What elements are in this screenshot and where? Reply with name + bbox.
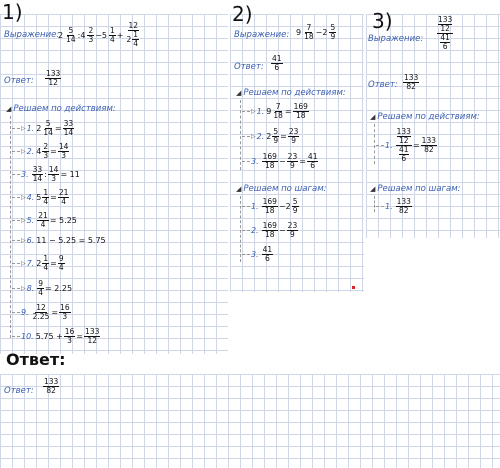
steps-tree-line: [240, 100, 241, 170]
panel-1-number: 1): [2, 0, 23, 24]
collapse-icon[interactable]: ◢: [6, 105, 12, 113]
step-3: 3. 33 14 : $\frac{14}{3}$ = 11: [12, 166, 80, 183]
steps-header[interactable]: ◢ Решаем по действиям:: [6, 104, 116, 114]
step-5: ▷ 5. $\frac{21}{4}$ = 5.25: [12, 212, 77, 229]
final-answer-value: 133 82: [44, 377, 59, 395]
answer-value: 133 82: [404, 73, 419, 91]
collapse-icon[interactable]: ◢: [236, 185, 242, 193]
step-6: ▷ 6. 11 − 5.25 = 5.75: [12, 236, 106, 245]
step-10: 10. 5.75 + $\frac{16}{3}$ = $\frac{133}{12}$: [12, 328, 101, 345]
step2-2: 2. 169 18 − $\frac{23}{9}$: [242, 222, 299, 239]
red-dot: [352, 286, 355, 289]
steps-tree-line: [374, 124, 375, 164]
expression: 2 5 14 :4 2 3 −5 1 4 + 12 2 1 4: [58, 21, 139, 48]
steps-header[interactable]: ◢ Решаем по действиям:: [370, 112, 480, 122]
step-2: ▷ 2. 4 $\frac{2}{3}$ = $\frac{14}{3}$: [12, 143, 70, 160]
step2-1: 1. 133 82: [376, 198, 413, 215]
step-7: ▷ 7. 2 $\frac{1}{4}$ = $\frac{9}{4}$: [12, 255, 66, 272]
step-9: 9. $\frac{12}{2.25}$ = $\frac{16}{3}$: [12, 304, 72, 321]
panel-1: [0, 14, 228, 354]
expression: 133 12 41 6: [438, 15, 453, 51]
steps2-header[interactable]: ◢ Решаем по шагам:: [370, 184, 461, 194]
step-4: ▷ 4. 5 $\frac{1}{4}$ = $\frac{21}{4}$: [12, 189, 70, 206]
steps-tree-line: [10, 116, 11, 338]
step-2: ▷ 2. 2 $\frac{5}{9}$ = $\frac{23}{9}$: [242, 128, 300, 145]
collapse-icon[interactable]: ◢: [370, 185, 376, 193]
step2-3: 3. 41 6: [242, 246, 274, 263]
answer-label: Ответ:: [234, 62, 264, 72]
steps-header[interactable]: ◢ Решаем по действиям:: [236, 88, 346, 98]
final-answer-title: Ответ:: [6, 350, 66, 369]
panel-3-number: 3): [372, 9, 393, 33]
step-1: ▷ 1. 2 $\frac{5}{14}$ = $\frac{33}{14}$: [12, 120, 75, 137]
expression: 9 7 18 −2 5 9: [296, 23, 336, 41]
collapse-icon[interactable]: ◢: [370, 113, 376, 121]
expression-label: Выражение:: [368, 34, 424, 44]
step-8: ▷ 8. $\frac{9}{4}$ = 2.25: [12, 280, 72, 297]
steps2-header[interactable]: ◢ Решаем по шагам:: [236, 184, 327, 194]
expression-label: Выражение:: [4, 30, 60, 40]
answer-label: Ответ:: [4, 76, 34, 86]
answer-label: Ответ:: [368, 80, 398, 90]
step-1: 1. 133 12 41 6 = $\frac{133}{82}$: [376, 128, 438, 163]
panel-2-number: 2): [232, 2, 253, 26]
step2-1: 1. 169 18 −2 5 9: [242, 198, 300, 215]
step-3: 3. 169 18 − $\frac{23}{9}$ = $\frac{41}{6}$: [242, 153, 319, 170]
collapse-icon[interactable]: ◢: [236, 89, 242, 97]
step-1: ▷ 1. 9 $\frac{7}{18}$ = $\frac{169}{18}$: [242, 103, 310, 120]
final-answer-label: Ответ:: [4, 386, 34, 396]
expression-label: Выражение:: [234, 30, 290, 40]
answer-value: 41 6: [272, 54, 282, 72]
steps2-tree-line: [240, 196, 241, 262]
steps2-tree-line: [374, 196, 375, 212]
answer-value: 133 12: [46, 69, 61, 87]
final-answer-panel: [0, 374, 500, 468]
